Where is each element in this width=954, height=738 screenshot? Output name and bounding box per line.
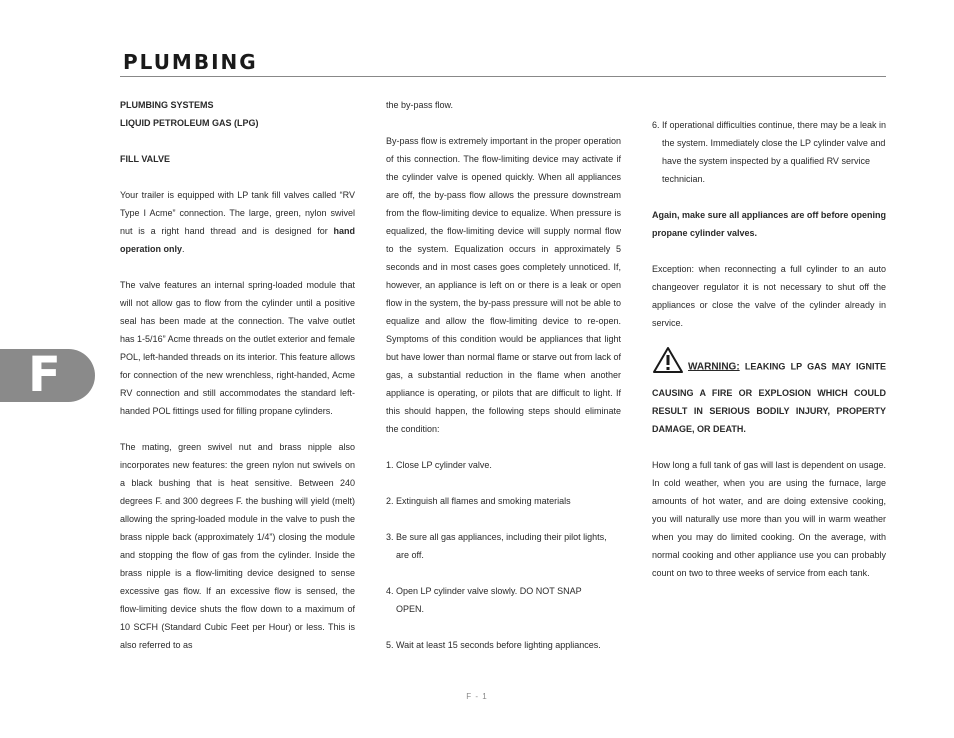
step-3: 3. Be sure all gas appliances, including their pilot lights, are off. (386, 532, 607, 560)
paragraph-bypass-continued: the by-pass flow. (386, 100, 454, 110)
warning-triangle-icon (652, 346, 684, 380)
page-title: PLUMBING (123, 50, 258, 74)
paragraph-text: Your trailer is equipped with LP tank fill valves called “RV Type I Acme” connection. The large, green, nylon swivel nut is a right hand thread and is designed for (120, 190, 355, 236)
paragraph-tank-duration: How long a full tank of gas will last is dependent on usage. In cold weather, when you are using the furnace, large amounts of hot water, and are doing extensive cooking, you will naturally use more than you will in warm weather when you may do limited cooking. On the average, with normal cooking and other appliance use you can probably count on two to three weeks of service from each tank. (652, 460, 886, 578)
paragraph-end: . (182, 244, 185, 254)
warning-block (652, 350, 886, 438)
section-tab-letter: F (28, 347, 61, 403)
heading-plumbing-systems: PLUMBING SYSTEMS (120, 100, 214, 110)
step-4: 4. Open LP cylinder valve slowly. DO NOT SNAP OPEN. (386, 586, 582, 614)
step-2: 2. Extinguish all flames and smoking materials (386, 496, 571, 506)
column-1 (120, 96, 355, 654)
section-tab (0, 349, 95, 402)
page-number: F - 1 (466, 692, 488, 701)
again-notice: Again, make sure all appliances are off before opening propane cylinder valves. (652, 210, 886, 238)
warning-text: LEAKING LP GAS MAY IGNITE CAUSING A FIRE OR EXPLOSION WHICH COULD RESULT IN SERIOUS BODILY INJURY, PROPERTY DAMAGE, OR DEATH. (652, 361, 886, 434)
paragraph-swivel-nut: The mating, green swivel nut and brass nipple also incorporates new features: the green nylon nut swivels on a black bushing that is heat sensitive. Between 240 degrees F. and 300 degrees F. the bushing will yield (melt) allowing the spring-loaded module in the valve to push the brass nipple back (approximately 1/4”) closing the module and stopping the flow of gas from the cylinder. Inside the brass nipple is a flow-limiting device designed to sense excessive gas flow. If an excessive flow is sensed, the flow-limiting device shuts the flow down to a maximum of 10 SCFH (Standard Cubic Feet per Hour) or less. This is also referred to as (120, 442, 355, 650)
paragraph-bypass-flow: By-pass flow is extremely important in the proper operation of this connection. The flow-limiting device may activate if the cylinder valve is opened quickly. When all appliances are off, the by-pass flow allows the pressure downstream from the flow-limiting device to equalize. When pressure is equalized, the flow-limiting device will supply normal flow to the system. Equalization occurs in approximately 5 seconds and in most cases goes completely unnoticed. If, however, an appliance is left on or there is a leak or open flow in the system, the by-pass pressure will not be able to equalize and allow the flow-limiting device to re-open. Symptoms of this condition would be appliances that light but have lower than normal flame or starve out from lack of gas, a substantial reduction in the flame when another appliance is operating, or pilots that are difficult to light. If this should happen, the following steps should eliminate the condition: (386, 136, 621, 434)
emphasis-hand-operation: hand operation only (120, 226, 355, 254)
warning-label: WARNING: (688, 361, 740, 373)
paragraph-valve-features: The valve features an internal spring-loaded module that will not allow gas to flow from the cylinder until a positive seal has been made at the connection. The valve outlet has 1-5/16” Acme threads on the outlet exterior and female POL, left-handed threads on its interior. This feature allows for connection of the new wrenchless, right-handed, Acme RV connection and still accommodates the standard left-handed POL fittings used for filling propane cylinders. (120, 280, 355, 416)
column-2 (386, 96, 621, 654)
heading-fill-valve: FILL VALVE (120, 154, 171, 164)
column-3 (652, 116, 886, 582)
step-6: 6. If operational difficulties continue, there may be a leak in the system. Immediately close the LP cylinder valve and have the system inspected by a qualified RV service technician. (652, 120, 886, 184)
heading-lpg: LIQUID PETROLEUM GAS (LPG) (120, 118, 259, 128)
step-5: 5. Wait at least 15 seconds before lighting appliances. (386, 640, 601, 650)
title-rule (120, 76, 886, 77)
step-1: 1. Close LP cylinder valve. (386, 460, 492, 470)
paragraph-fill-valve-intro (120, 186, 355, 258)
paragraph-exception: Exception: when reconnecting a full cylinder to an auto changeover regulator it is not necessary to shut off the appliances or close the valve of the cylinder already in service. (652, 264, 886, 328)
